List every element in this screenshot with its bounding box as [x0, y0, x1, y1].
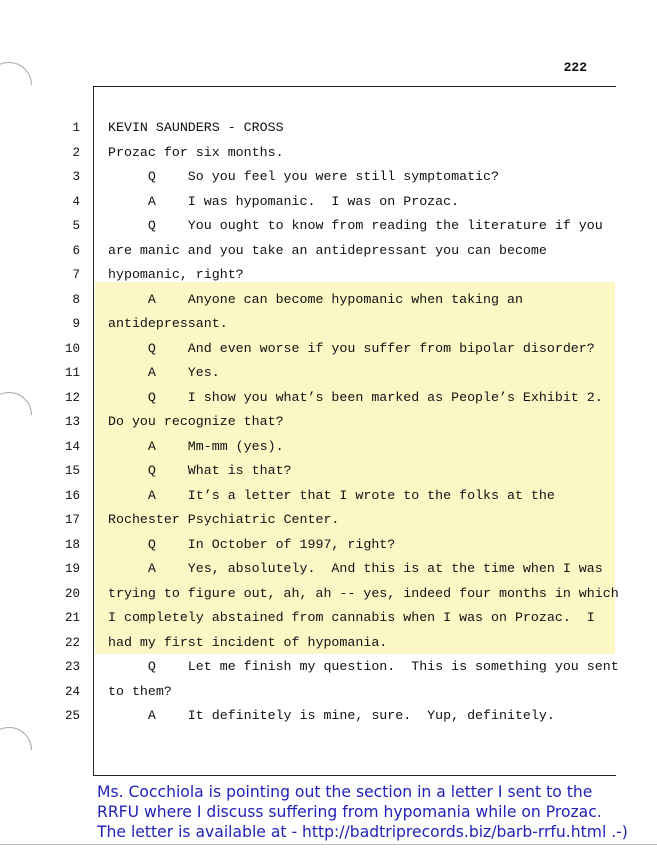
line-number: 14: [64, 439, 80, 454]
line-number: 21: [64, 611, 80, 625]
line-text: Rochester Psychiatric Center.: [108, 512, 340, 527]
line-text: A It definitely is mine, sure. Yup, definitely.: [108, 708, 555, 723]
line-text: Q You ought to know from reading the literature if you: [108, 218, 603, 233]
line-text: Q What is that?: [108, 463, 292, 478]
line-text: A It’s a letter that I wrote to the folks at the: [108, 487, 555, 503]
line-text: A I was hypomanic. I was on Prozac.: [108, 193, 460, 209]
line-number: 16: [64, 488, 80, 503]
annotation-caption: [97, 782, 637, 842]
line-text: A Yes.: [108, 365, 220, 380]
line-text: Prozac for six months.: [108, 144, 284, 160]
caption-line: Ms. Cocchiola is pointing out the section in a letter I sent to the: [97, 783, 593, 801]
transcript-line: [0, 557, 657, 582]
line-number: 17: [64, 513, 80, 527]
transcript-line: [0, 533, 657, 558]
transcript-line: [0, 312, 657, 337]
line-number: 8: [72, 292, 80, 307]
line-text: I completely abstained from cannabis when I was on Prozac. I: [108, 610, 595, 625]
page-number: 222: [563, 60, 587, 75]
line-text: had my first incident of hypomania.: [108, 634, 388, 650]
line-number: 7: [72, 268, 80, 282]
line-text: Q I show you what’s been marked as People’s Exhibit 2.: [108, 389, 603, 405]
line-text: antidepressant.: [108, 316, 228, 331]
transcript-line: [0, 337, 657, 362]
line-text: A Anyone can become hypomanic when taking an: [108, 291, 523, 307]
transcript-line: [0, 484, 657, 509]
transcript-lines: [0, 116, 657, 729]
binder-hole-bottom: [0, 727, 32, 773]
line-number: 6: [72, 243, 80, 258]
line-text: hypomanic, right?: [108, 267, 244, 282]
transcript-line: [0, 410, 657, 435]
line-number: 11: [64, 366, 80, 380]
transcript-line: [0, 704, 657, 729]
transcript-line: [0, 582, 657, 607]
transcript-line: [0, 288, 657, 313]
transcript-line: [0, 361, 657, 386]
line-number: 12: [64, 390, 80, 405]
line-text: Do you recognize that?: [108, 414, 284, 429]
transcript-line: [0, 606, 657, 631]
transcript-line: [0, 386, 657, 411]
line-number: 3: [72, 170, 80, 184]
line-number: 24: [64, 684, 80, 699]
line-number: 5: [72, 219, 80, 233]
line-number: 10: [64, 341, 80, 356]
line-number: 19: [64, 562, 80, 576]
caption-line: The letter is available at - http://badtriprecords.biz/barb-rrfu.html .-): [97, 823, 628, 841]
binder-hole-top: [0, 62, 32, 108]
line-number: 9: [72, 317, 80, 331]
line-text: are manic and you take an antidepressant you can become: [108, 242, 547, 258]
line-number: 1: [72, 121, 80, 135]
transcript-line: [0, 508, 657, 533]
transcript-line: [0, 680, 657, 705]
line-number: 4: [72, 194, 80, 209]
transcript-line: [0, 141, 657, 166]
line-text: A Yes, absolutely. And this is at the time when I was: [108, 561, 603, 576]
transcript-line: [0, 655, 657, 680]
caption-line: RRFU where I discuss suffering from hypomania while on Prozac.: [97, 803, 602, 821]
transcript-line: [0, 263, 657, 288]
line-number: 15: [64, 464, 80, 478]
line-number: 2: [72, 145, 80, 160]
line-text: Q And even worse if you suffer from bipolar disorder?: [108, 340, 595, 356]
transcript-line: [0, 214, 657, 239]
transcript-line: [0, 239, 657, 264]
transcript-line: [0, 459, 657, 484]
line-number: 23: [64, 660, 80, 674]
transcript-line: [0, 190, 657, 215]
line-text: trying to figure out, ah, ah -- yes, indeed four months in which: [108, 585, 619, 601]
transcript-line: [0, 165, 657, 190]
transcript-line: [0, 631, 657, 656]
transcript-line: [0, 435, 657, 460]
transcript-line: [0, 116, 657, 141]
line-text: KEVIN SAUNDERS - CROSS: [108, 120, 284, 135]
line-text: Q In October of 1997, right?: [108, 536, 396, 552]
line-text: A Mm-mm (yes).: [108, 438, 284, 454]
line-number: 20: [64, 586, 80, 601]
page-divider: [0, 844, 657, 845]
line-number: 25: [64, 709, 80, 723]
line-text: to them?: [108, 683, 172, 699]
line-number: 18: [64, 537, 80, 552]
line-text: Q Let me finish my question. This is something you sent: [108, 659, 619, 674]
line-number: 13: [64, 415, 80, 429]
line-number: 22: [64, 635, 80, 650]
line-text: Q So you feel you were still symptomatic?: [108, 169, 499, 184]
